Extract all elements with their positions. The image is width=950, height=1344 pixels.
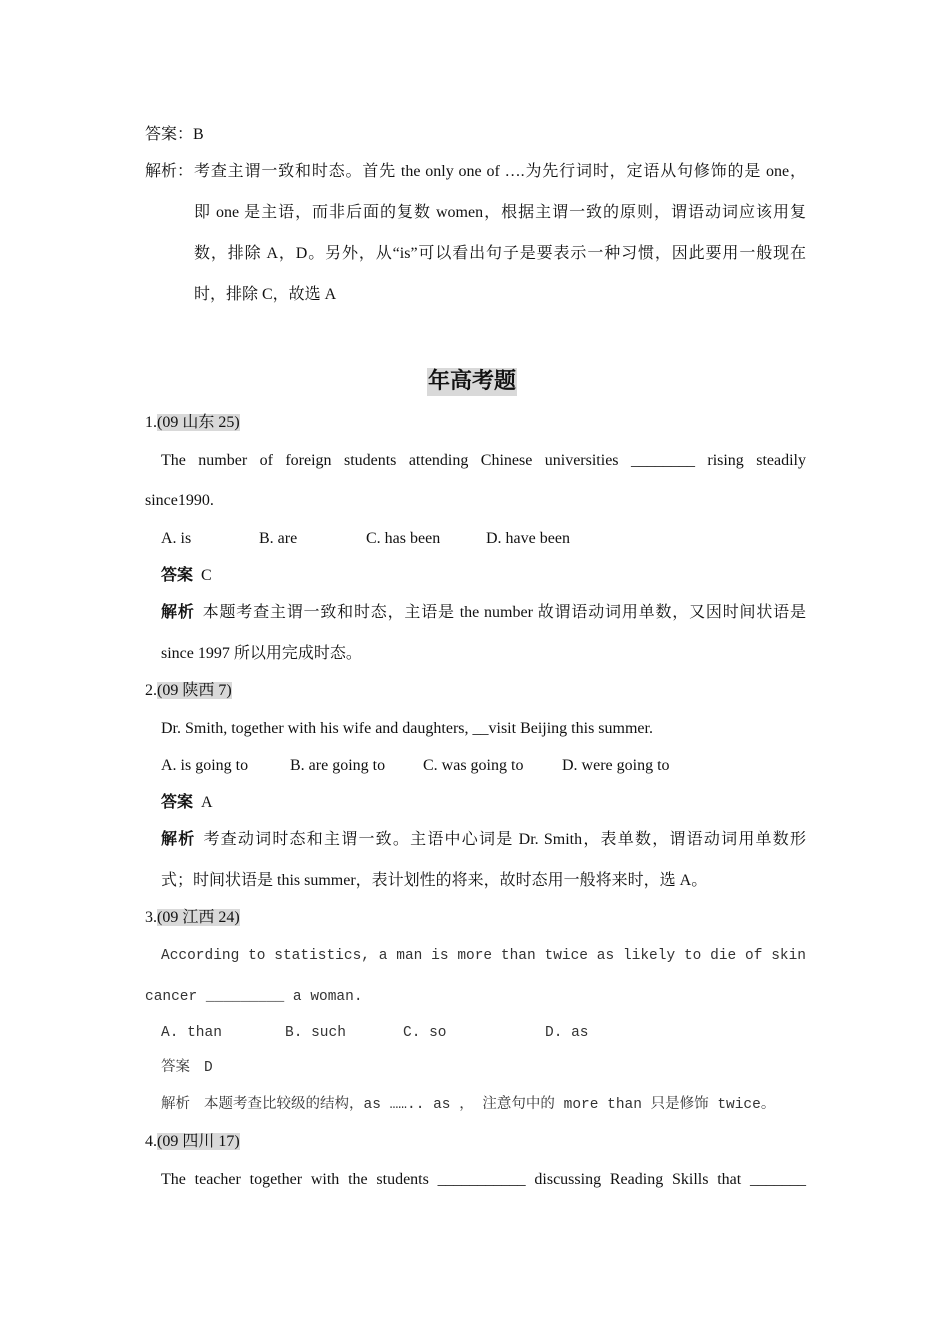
top-analysis-line: 考查主谓一致和时态。首先 the only one of ….为先行词时，定语从句修饰的是 one， xyxy=(194,163,806,180)
option: D. as xyxy=(545,1025,589,1041)
option: D. were going to xyxy=(562,757,670,774)
question-stem: The number of foreign students attending Chinese universities ________ rising steadily xyxy=(161,452,806,469)
analysis-label: 解析 xyxy=(161,1097,190,1113)
top-analysis-line: 即 one 是主语，而非后面的复数 women，根据主谓一致的原则，谓语动词应该用复 xyxy=(194,204,806,221)
analysis-label: 解析 xyxy=(161,831,196,848)
option: B. are xyxy=(259,530,298,547)
question-source: (09 江西 24) xyxy=(157,909,240,926)
question-answer xyxy=(161,1058,213,1078)
question-stem: cancer _________ a woman. xyxy=(145,989,363,1005)
question-analysis-cont: since 1997 所以用完成时态。 xyxy=(161,645,362,662)
question-number: 4. xyxy=(145,1133,157,1150)
question-stem: The teacher together with the students ___________ discussing Reading Skills that _______ xyxy=(161,1171,806,1188)
question-analysis-cont: 式；时间状语是 this summer，表计划性的将来，故时态用一般将来时，选 A。 xyxy=(161,872,708,889)
answer-value: A xyxy=(201,794,213,811)
answer-value: C xyxy=(201,567,212,584)
top-analysis-line: 时，排除 C，故选 A xyxy=(194,286,337,303)
analysis-text: 考查动词时态和主谓一致。主语中心词是 Dr. Smith，表单数，谓语动词用单数形 xyxy=(203,831,806,848)
answer-label: 答案 xyxy=(161,567,194,584)
top-analysis-label: 解析： xyxy=(145,163,194,180)
question-header xyxy=(145,1132,240,1152)
question-source: (09 陕西 7) xyxy=(157,682,232,699)
question-header xyxy=(145,908,240,928)
question-header xyxy=(145,681,232,701)
question-header xyxy=(145,413,240,433)
option: A. is xyxy=(161,530,192,547)
question-number: 1. xyxy=(145,414,157,431)
question-answer xyxy=(161,793,213,813)
question-options xyxy=(161,1023,589,1043)
answer-label: 答案 xyxy=(161,794,194,811)
option: C. so xyxy=(403,1025,447,1041)
option: B. such xyxy=(285,1025,346,1041)
answer-value: D xyxy=(204,1060,213,1076)
analysis-text: 本题考查主谓一致和时态，主语是 the number 故谓语动词用单数，又因时间状语是 xyxy=(202,604,806,621)
option: D. have been xyxy=(486,530,570,547)
option: A. than xyxy=(161,1025,222,1041)
option: A. is going to xyxy=(161,757,249,774)
analysis-text: 本题考查比较级的结构，as …….. as ， 注意句中的 more than 只是修饰 twice。 xyxy=(204,1097,776,1113)
question-source: (09 四川 17) xyxy=(157,1133,240,1150)
question-stem: According to statistics, a man is more than twice as likely to die of skin xyxy=(161,948,806,964)
option: C. was going to xyxy=(423,757,524,774)
option: B. are going to xyxy=(290,757,386,774)
question-analysis xyxy=(161,603,806,623)
question-options xyxy=(161,529,570,549)
option: C. has been xyxy=(366,530,441,547)
question-stem: since1990. xyxy=(145,492,214,509)
question-answer xyxy=(161,566,212,586)
question-number: 2. xyxy=(145,682,157,699)
question-source: (09 山东 25) xyxy=(157,414,240,431)
question-stem: Dr. Smith, together with his wife and daughters, __visit Beijing this summer. xyxy=(161,720,653,737)
top-answer: 答案：B xyxy=(145,126,204,143)
question-options xyxy=(161,756,670,776)
top-analysis-line: 数，排除 A，D。另外，从“is”可以看出句子是要表示一种习惯，因此要用一般现在 xyxy=(194,245,806,262)
question-analysis xyxy=(161,1095,775,1115)
question-analysis xyxy=(161,830,806,850)
analysis-label: 解析 xyxy=(161,604,195,621)
answer-label: 答案 xyxy=(161,1060,190,1076)
question-number: 3. xyxy=(145,909,157,926)
section-title: 年高考题 xyxy=(428,369,517,394)
